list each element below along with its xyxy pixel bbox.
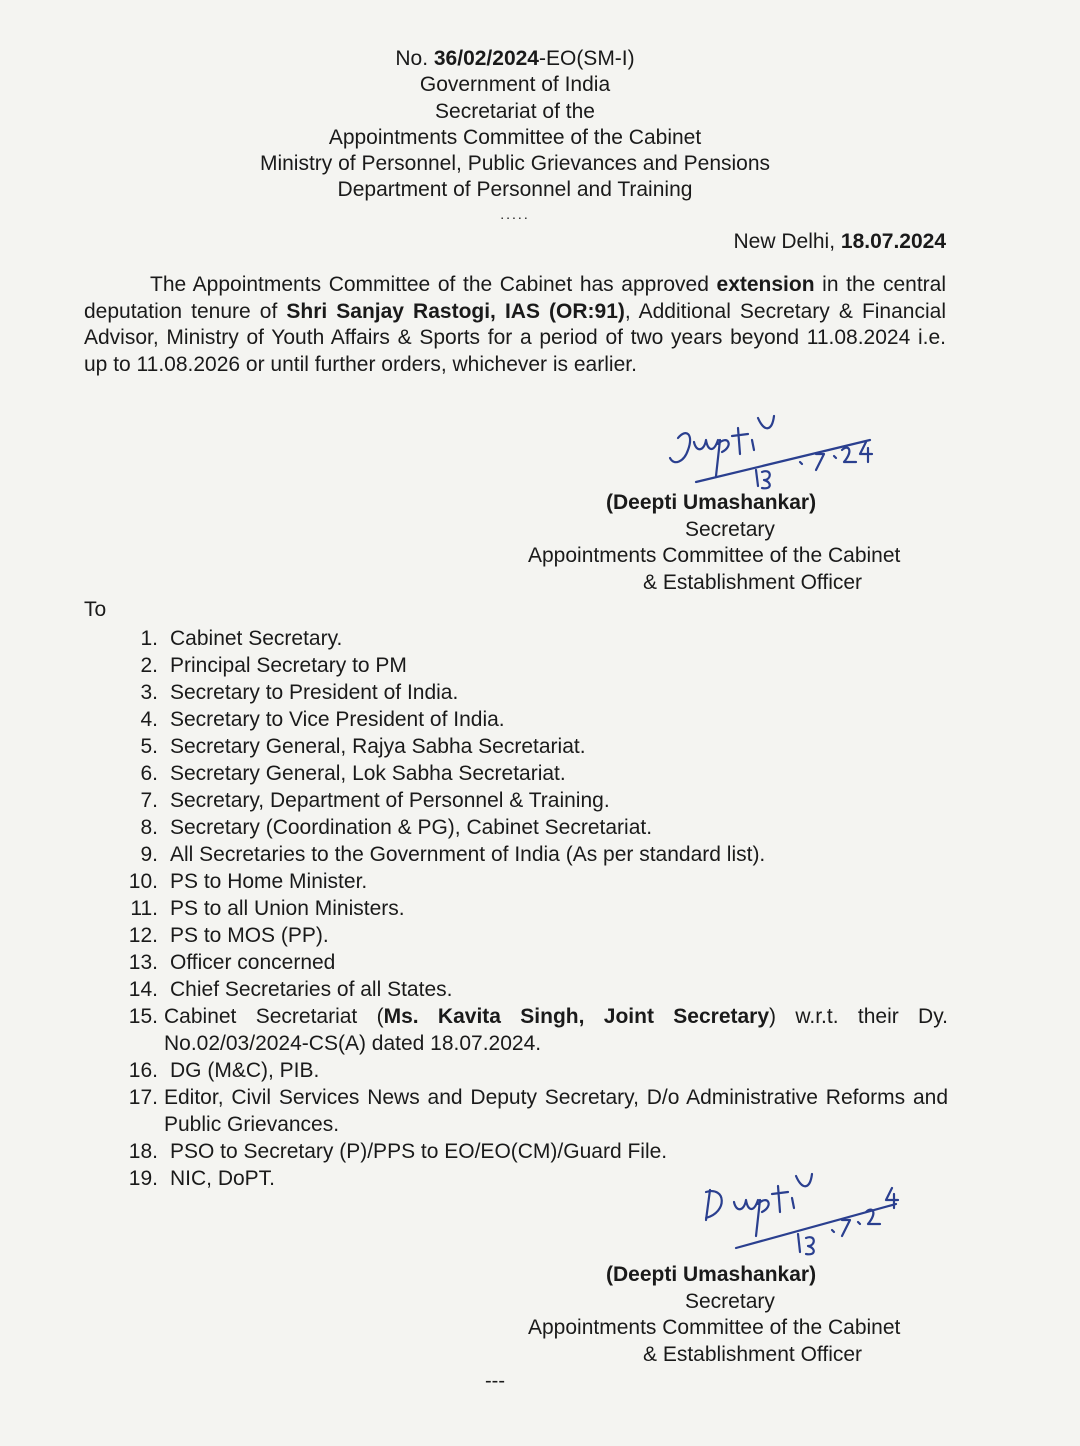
header-line-department: Department of Personnel and Training <box>337 178 693 202</box>
list-item: 4. Secretary to Vice President of India. <box>140 708 505 731</box>
header-line-committee: Appointments Committee of the Cabinet <box>328 125 702 149</box>
list-item: 7. Secretary, Department of Personnel & Training. <box>140 789 610 812</box>
header-line-ministry: Ministry of Personnel, Public Grievances and Pensions <box>259 152 771 176</box>
handwritten-signature <box>660 410 880 500</box>
letter-header <box>0 46 1030 204</box>
list-item: 12. PS to MOS (PP). <box>128 924 329 947</box>
signatory-committee: Appointments Committee of the Cabinet <box>528 1316 901 1339</box>
list-item: 1. Cabinet Secretary. <box>140 627 343 650</box>
header-line-secretariat: Secretariat of the <box>435 99 595 123</box>
list-item: 15. Cabinet Secretariat (Ms. Kavita Singh, Joint Secretary) w.r.t. their Dy. No.02/03/2024-CS(A) dated 18.07.2024. <box>128 1005 948 1055</box>
signature-block-2 <box>528 1262 948 1368</box>
order-paragraph: The Appointments Committee of the Cabinet has approved extension in the central deputation tenure of Shri Sanjay Rastogi, IAS (OR:91), Additional Secretary & Financial Advisor, Ministry of Youth Affairs & Sports for a period of two years beyond 11.08.2024 i.e. up to 11.08.2026 or until further orders, whichever is earlier. <box>84 273 947 376</box>
header-separator: ..... <box>500 206 530 222</box>
date-value: 18.07.2024 <box>840 230 946 253</box>
list-item: 10. PS to Home Minister. <box>128 870 368 893</box>
list-item: 16. DG (M&C), PIB. <box>128 1059 320 1082</box>
list-item: 19. NIC, DoPT. <box>128 1167 276 1190</box>
signatory-name: (Deepti Umashankar) <box>606 491 817 514</box>
header-line-government: Government of India <box>419 73 611 97</box>
officer-name: Shri Sanjay Rastogi, IAS (OR:91) <box>286 299 625 323</box>
list-item: 11. PS to all Union Ministers. <box>130 897 405 920</box>
list-item: 2. Principal Secretary to PM <box>140 654 407 677</box>
signatory-title: Secretary <box>685 517 775 541</box>
recipient-list <box>110 625 948 1192</box>
signatory-office: & Establishment Officer <box>643 1342 863 1366</box>
joint-secretary-name: Ms. Kavita Singh, Joint Secretary <box>383 1005 770 1028</box>
list-item: 3. Secretary to President of India. <box>140 681 459 704</box>
handwritten-signature <box>696 1168 906 1263</box>
signatory-name: (Deepti Umashankar) <box>606 1263 817 1286</box>
list-item: 9. All Secretaries to the Government of India (As per standard list). <box>140 843 766 866</box>
list-item: 8. Secretary (Coordination & PG), Cabinet Secretariat. <box>140 816 653 839</box>
signature-block-1 <box>528 490 948 596</box>
signatory-title: Secretary <box>685 1289 775 1313</box>
list-item: 17. Editor, Civil Services News and Deputy Secretary, D/o Administrative Reforms and Public Grievances. <box>128 1086 948 1136</box>
signatory-committee: Appointments Committee of the Cabinet <box>528 544 901 567</box>
reference-number-bold: 36/02/2024 <box>433 47 539 70</box>
end-mark: --- <box>485 1370 505 1392</box>
to-label: To <box>84 598 107 621</box>
signatory-office: & Establishment Officer <box>643 570 863 594</box>
list-item: 5. Secretary General, Rajya Sabha Secretariat. <box>140 735 586 758</box>
reference-number: No. 36/02/2024-EO(SM-I) <box>395 47 635 70</box>
list-item: 13. Officer concerned <box>128 951 336 974</box>
list-item: 14. Chief Secretaries of all States. <box>128 978 453 1001</box>
letter-date: New Delhi, 18.07.2024 <box>733 230 946 253</box>
list-item: 6. Secretary General, Lok Sabha Secretariat. <box>140 762 566 785</box>
list-item: 18. PSO to Secretary (P)/PPS to EO/EO(CM)/Guard File. <box>128 1140 668 1163</box>
